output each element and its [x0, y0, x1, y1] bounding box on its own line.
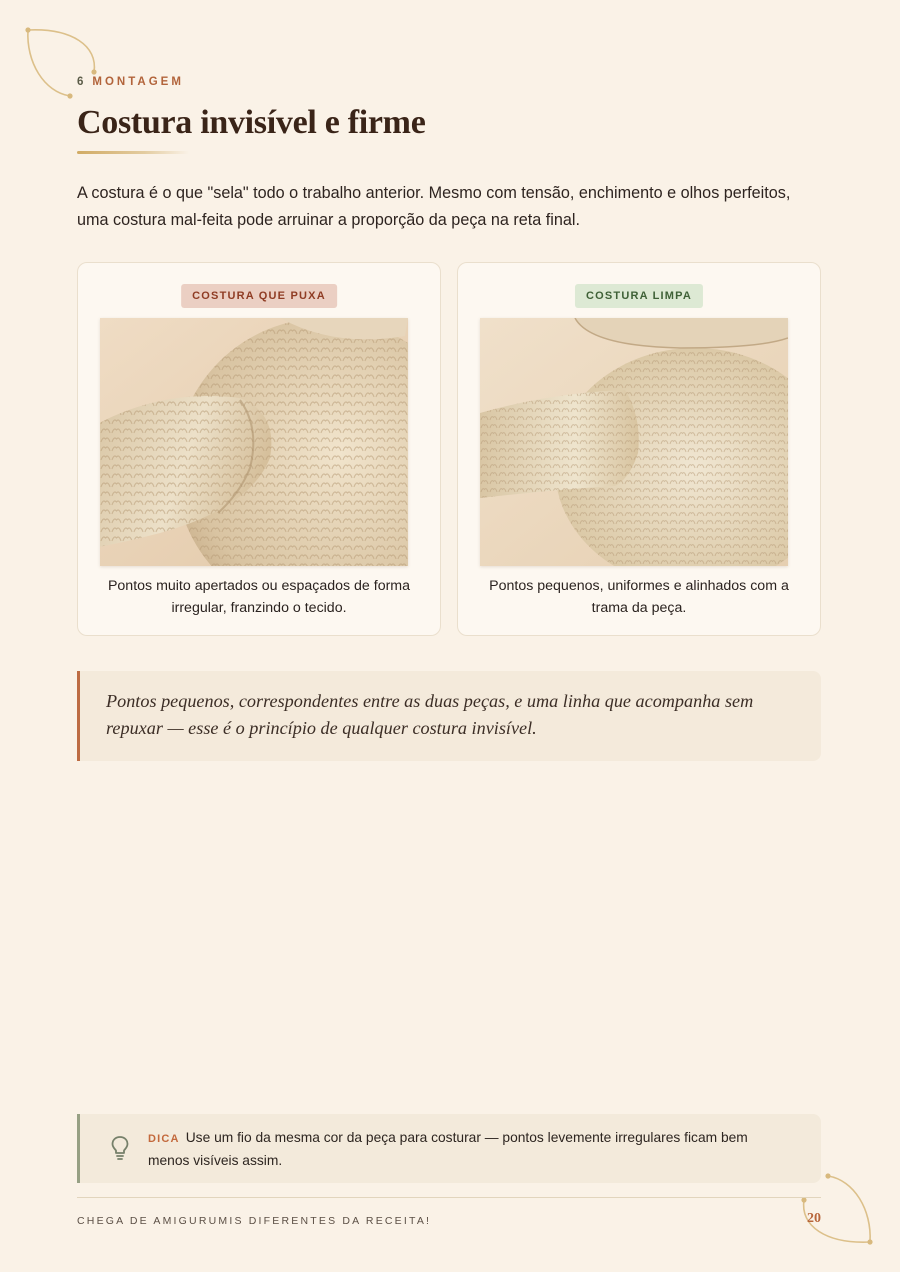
pull-quote — [77, 671, 821, 761]
pull-quote-text: Pontos pequenos, correspondentes entre as duas peças, e uma linha que acompanha sem repuxar — esse é o princípio de qualquer costura invisível. — [106, 691, 754, 738]
comparison-card-bad — [77, 262, 441, 636]
footer-divider — [77, 1197, 821, 1198]
chapter-label — [77, 76, 184, 88]
photo-puckered-seam — [100, 318, 408, 566]
footer-book-title: CHEGA DE AMIGURUMIS DIFERENTES DA RECEITA! — [77, 1215, 432, 1227]
tip-content — [148, 1127, 788, 1172]
corner-ornament-top-left — [20, 22, 100, 102]
lightbulb-icon — [111, 1135, 129, 1161]
page-number: 20 — [807, 1211, 821, 1226]
photo-clean-seam — [480, 318, 788, 566]
tip-text: Use um fio da mesma cor da peça para costurar — pontos levemente irregulares ficam bem menos visíveis assim. — [148, 1130, 748, 1168]
caption-bad-seam: Pontos muito apertados ou espaçados de forma irregular, franzindo o tecido. — [107, 578, 411, 616]
chapter-number: 6 — [77, 76, 87, 88]
tip-label: DICA — [148, 1133, 180, 1145]
title-underline — [77, 151, 189, 154]
comparison-card-good — [457, 262, 821, 636]
chapter-name: MONTAGEM — [92, 76, 184, 88]
caption-good-seam: Pontos pequenos, uniformes e alinhados com a trama da peça. — [489, 578, 789, 616]
page-title: Costura invisível e firme — [77, 104, 426, 141]
badge-good-seam: COSTURA LIMPA — [575, 284, 703, 308]
intro-paragraph: A costura é o que "sela" todo o trabalho anterior. Mesmo com tensão, enchimento e olhos perfeitos, uma costura mal-feita pode arruinar a proporção da peça na reta final. — [77, 184, 791, 229]
badge-bad-seam: COSTURA QUE PUXA — [181, 284, 337, 308]
tip-box — [77, 1114, 821, 1183]
